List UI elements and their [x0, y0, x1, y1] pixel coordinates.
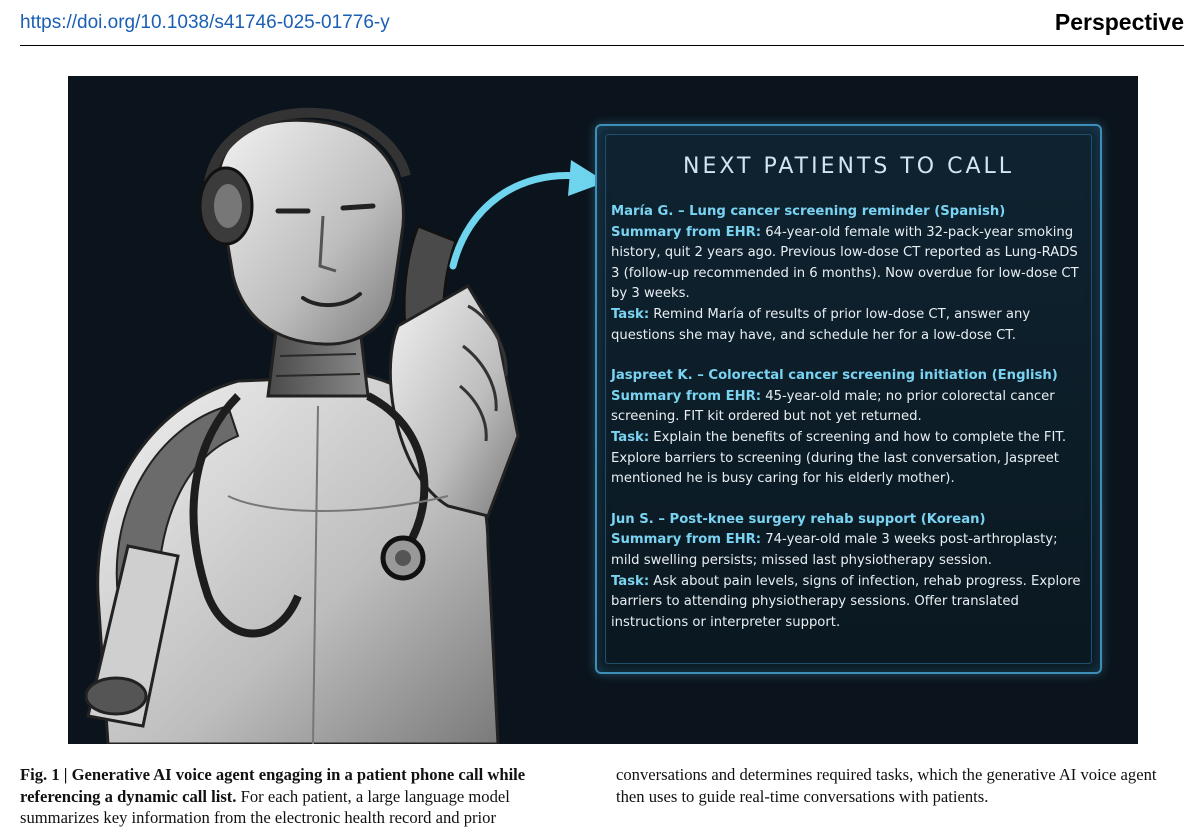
- patient-list: [611, 202, 1089, 653]
- patient-task: Ask about pain levels, signs of infection, rehab progress. Explore barriers to attending physiotherapy sessions. Offer translated instructions or interpreter support.: [611, 573, 1081, 630]
- patient-summary: 45-year-old male; no prior colorectal cancer screening. FIT kit ordered but not yet returned.: [611, 388, 1055, 425]
- caption-title: Generative AI voice agent engaging in a patient phone call while referencing a dynamic call list.: [20, 765, 526, 806]
- caption-label: Fig. 1 |: [20, 765, 68, 784]
- task-label: Task:: [611, 429, 650, 445]
- header-rule: [20, 45, 1184, 46]
- patient-summary: 64-year-old female with 32-pack-year smoking history, quit 2 years ago. Previous low-dose CT reported as Lung-RADS 3 (follow-up recommended in 6 months). Now overdue for low-dose CT by 3 weeks.: [611, 224, 1079, 302]
- patient-task: Explain the benefits of screening and how to complete the FIT. Explore barriers to screening (during the last conversation, Jaspreet mentioned he is busy caring for his elderly mother).: [611, 429, 1067, 487]
- patient-heading: Jun S. – Post-knee surgery rehab support (Korean): [611, 511, 986, 527]
- caption-text: For each patient, a large language model summarizes key information from the electronic health record and prior conversations and determines required tasks, which the generative AI voice agent then uses to guide real-time conversations with patients.: [20, 765, 1157, 827]
- robot-illustration: [68, 76, 608, 744]
- patient-entry-jun: [611, 510, 1089, 634]
- patient-entry-jaspreet: [611, 366, 1089, 490]
- figure-1: [68, 76, 1138, 744]
- summary-label: Summary from EHR:: [611, 388, 762, 404]
- patient-summary: 74-year-old male 3 weeks post-arthroplasty; mild swelling persists; missed last physiotherapy session.: [611, 532, 1058, 568]
- patient-entry-maria: [611, 202, 1089, 346]
- task-label: Task:: [611, 573, 650, 589]
- summary-label: Summary from EHR:: [611, 224, 762, 240]
- call-list-panel: [595, 124, 1102, 674]
- figure-caption: [20, 764, 1186, 830]
- task-label: Task:: [611, 306, 650, 322]
- patient-heading: Jaspreet K. – Colorectal cancer screening initiation (English): [611, 368, 1058, 384]
- section-label: Perspective: [1054, 9, 1184, 35]
- patient-task: Remind María of results of prior low-dose CT, answer any questions she may have, and schedule her for a low-dose CT.: [611, 306, 1031, 343]
- panel-title: NEXT PATIENTS TO CALL: [682, 154, 1015, 179]
- summary-label: Summary from EHR:: [611, 532, 762, 548]
- doi-link[interactable]: https://doi.org/10.1038/s41746-025-01776-y: [20, 12, 390, 33]
- patient-heading: María G. – Lung cancer screening reminder (Spanish): [611, 204, 1006, 219]
